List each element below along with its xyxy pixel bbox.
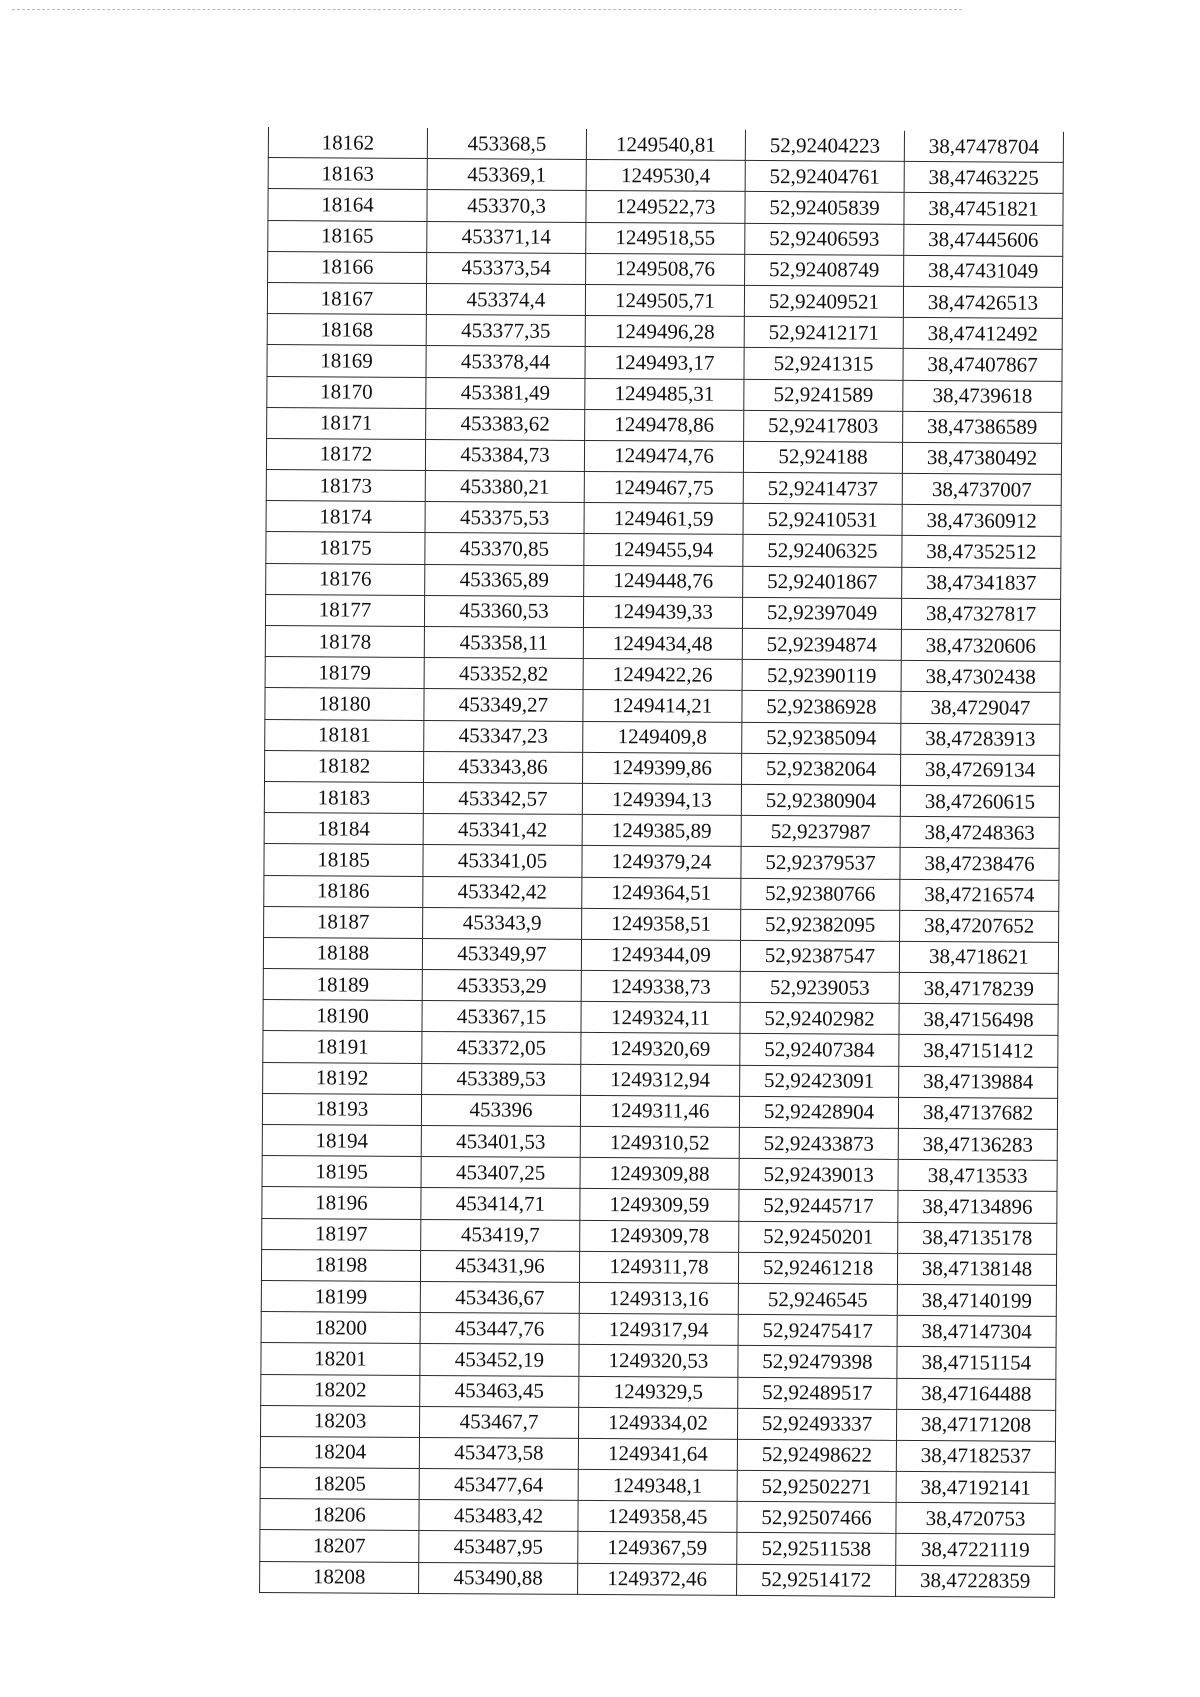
- latitude-cell: 52,92489517: [738, 1377, 897, 1409]
- x-coordinate-cell: 453396: [421, 1094, 580, 1126]
- longitude-cell: 38,47238476: [900, 848, 1059, 880]
- latitude-cell: 52,92439013: [739, 1159, 898, 1191]
- y-coordinate-cell: 1249309,88: [580, 1158, 739, 1190]
- y-coordinate-cell: 1249478,86: [585, 409, 744, 441]
- table-row: [262, 1093, 1057, 1129]
- point-number-cell: 18182: [265, 750, 424, 782]
- table-row: [266, 501, 1061, 537]
- latitude-cell: 52,92379537: [741, 847, 900, 879]
- latitude-cell: 52,92387547: [740, 940, 899, 972]
- point-number-cell: 18197: [262, 1218, 421, 1250]
- latitude-cell: 52,92402982: [740, 1003, 899, 1035]
- y-coordinate-cell: 1249364,51: [582, 877, 741, 909]
- latitude-cell: 52,92433873: [739, 1127, 898, 1159]
- point-number-cell: 18165: [268, 220, 427, 252]
- y-coordinate-cell: 1249367,59: [578, 1532, 737, 1564]
- longitude-cell: 38,47407867: [903, 349, 1062, 381]
- point-number-cell: 18181: [265, 719, 424, 751]
- y-coordinate-cell: 1249414,21: [583, 690, 742, 722]
- point-number-cell: 18195: [262, 1156, 421, 1188]
- longitude-cell: 38,47156498: [899, 1004, 1058, 1036]
- y-coordinate-cell: 1249320,53: [579, 1345, 738, 1377]
- coordinates-table-body: [260, 127, 1064, 1597]
- table-row: [266, 438, 1061, 474]
- longitude-cell: 38,47431049: [904, 255, 1063, 287]
- table-row: [267, 345, 1062, 381]
- longitude-cell: 38,47136283: [898, 1128, 1057, 1160]
- x-coordinate-cell: 453431,96: [420, 1250, 579, 1282]
- y-coordinate-cell: 1249324,11: [581, 1002, 740, 1034]
- table-row: [264, 906, 1059, 942]
- y-coordinate-cell: 1249313,16: [579, 1282, 738, 1314]
- latitude-cell: 52,92385094: [742, 722, 901, 754]
- longitude-cell: 38,47451821: [904, 193, 1063, 225]
- y-coordinate-cell: 1249348,1: [578, 1469, 737, 1501]
- longitude-cell: 38,47164488: [897, 1378, 1056, 1410]
- y-coordinate-cell: 1249341,64: [578, 1438, 737, 1470]
- table-row: [261, 1312, 1056, 1348]
- point-number-cell: 18204: [260, 1436, 419, 1468]
- point-number-cell: 18187: [264, 906, 423, 938]
- latitude-cell: 52,92386928: [742, 691, 901, 723]
- latitude-cell: 52,92407384: [740, 1034, 899, 1066]
- longitude-cell: 38,47139884: [899, 1066, 1058, 1098]
- point-number-cell: 18180: [265, 688, 424, 720]
- y-coordinate-cell: 1249317,94: [579, 1314, 738, 1346]
- table-row: [265, 719, 1060, 755]
- point-number-cell: 18170: [267, 376, 426, 408]
- point-number-cell: 18179: [265, 657, 424, 689]
- table-row: [267, 376, 1062, 412]
- latitude-cell: 52,9239053: [740, 971, 899, 1003]
- x-coordinate-cell: 453358,11: [424, 626, 583, 658]
- y-coordinate-cell: 1249358,51: [582, 908, 741, 940]
- x-coordinate-cell: 453368,5: [427, 128, 586, 160]
- longitude-cell: 38,4720753: [896, 1503, 1055, 1535]
- y-coordinate-cell: 1249320,69: [581, 1033, 740, 1065]
- longitude-cell: 38,47341837: [902, 567, 1061, 599]
- table-row: [262, 1156, 1057, 1192]
- x-coordinate-cell: 453381,49: [426, 377, 585, 409]
- table-row: [266, 470, 1061, 506]
- latitude-cell: 52,9241315: [744, 348, 903, 380]
- x-coordinate-cell: 453377,35: [426, 315, 585, 347]
- longitude-cell: 38,47302438: [901, 661, 1060, 693]
- y-coordinate-cell: 1249467,75: [584, 472, 743, 504]
- point-number-cell: 18189: [263, 969, 422, 1001]
- point-number-cell: 18167: [267, 282, 426, 314]
- coordinates-table: [259, 127, 1064, 1598]
- longitude-cell: 38,47269134: [900, 754, 1059, 786]
- latitude-cell: 52,92412171: [744, 317, 903, 349]
- table-row: [260, 1530, 1055, 1566]
- x-coordinate-cell: 453365,89: [425, 564, 584, 596]
- x-coordinate-cell: 453349,97: [422, 938, 581, 970]
- y-coordinate-cell: 1249309,59: [580, 1189, 739, 1221]
- x-coordinate-cell: 453343,86: [423, 751, 582, 783]
- point-number-cell: 18168: [267, 314, 426, 346]
- longitude-cell: 38,47140199: [897, 1284, 1056, 1316]
- x-coordinate-cell: 453419,7: [421, 1219, 580, 1251]
- x-coordinate-cell: 453375,53: [425, 502, 584, 534]
- table-row: [268, 220, 1063, 256]
- point-number-cell: 18196: [262, 1187, 421, 1219]
- point-number-cell: 18188: [263, 937, 422, 969]
- table-row: [260, 1499, 1055, 1535]
- table-row: [265, 657, 1060, 693]
- point-number-cell: 18174: [266, 501, 425, 533]
- longitude-cell: 38,47137682: [898, 1097, 1057, 1129]
- table-row: [268, 251, 1063, 287]
- longitude-cell: 38,47380492: [902, 442, 1061, 474]
- longitude-cell: 38,4718621: [899, 941, 1058, 973]
- point-number-cell: 18203: [261, 1405, 420, 1437]
- longitude-cell: 38,47182537: [896, 1440, 1055, 1472]
- table-row: [265, 688, 1060, 724]
- point-number-cell: 18201: [261, 1343, 420, 1375]
- longitude-cell: 38,47248363: [900, 817, 1059, 849]
- point-number-cell: 18193: [262, 1093, 421, 1125]
- latitude-cell: 52,92382064: [741, 753, 900, 785]
- x-coordinate-cell: 453487,95: [419, 1531, 578, 1563]
- x-coordinate-cell: 453490,88: [419, 1562, 578, 1594]
- point-number-cell: 18166: [268, 251, 427, 283]
- longitude-cell: 38,47320606: [901, 629, 1060, 661]
- latitude-cell: 52,92514172: [737, 1564, 896, 1596]
- longitude-cell: 38,47138148: [897, 1253, 1056, 1285]
- x-coordinate-cell: 453342,42: [423, 876, 582, 908]
- point-number-cell: 18186: [264, 875, 423, 907]
- table-row: [265, 625, 1060, 661]
- longitude-cell: 38,47478704: [904, 131, 1063, 163]
- longitude-cell: 38,47192141: [896, 1471, 1055, 1503]
- x-coordinate-cell: 453380,21: [425, 471, 584, 503]
- latitude-cell: 52,92423091: [740, 1065, 899, 1097]
- longitude-cell: 38,47151154: [897, 1347, 1056, 1379]
- x-coordinate-cell: 453477,64: [419, 1469, 578, 1501]
- y-coordinate-cell: 1249310,52: [580, 1126, 739, 1158]
- x-coordinate-cell: 453347,23: [424, 720, 583, 752]
- table-row: [262, 1218, 1057, 1254]
- table-row: [264, 781, 1059, 817]
- longitude-cell: 38,47360912: [902, 505, 1061, 537]
- y-coordinate-cell: 1249385,89: [582, 815, 741, 847]
- y-coordinate-cell: 1249344,09: [581, 939, 740, 971]
- y-coordinate-cell: 1249334,02: [578, 1407, 737, 1439]
- y-coordinate-cell: 1249448,76: [584, 565, 743, 597]
- x-coordinate-cell: 453353,29: [422, 970, 581, 1002]
- table-row: [260, 1468, 1055, 1504]
- longitude-cell: 38,4729047: [901, 692, 1060, 724]
- longitude-cell: 38,47426513: [903, 286, 1062, 318]
- point-number-cell: 18163: [268, 158, 427, 190]
- table-row: [267, 314, 1062, 350]
- longitude-cell: 38,47260615: [900, 785, 1059, 817]
- latitude-cell: 52,92417803: [744, 410, 903, 442]
- table-row: [263, 937, 1058, 973]
- x-coordinate-cell: 453370,3: [427, 190, 586, 222]
- table-row: [268, 127, 1063, 163]
- x-coordinate-cell: 453341,05: [423, 845, 582, 877]
- latitude-cell: 52,92450201: [739, 1221, 898, 1253]
- point-number-cell: 18172: [266, 438, 425, 470]
- x-coordinate-cell: 453360,53: [424, 595, 583, 627]
- y-coordinate-cell: 1249522,73: [586, 191, 745, 223]
- point-number-cell: 18175: [266, 532, 425, 564]
- latitude-cell: 52,92404761: [745, 161, 904, 193]
- point-number-cell: 18176: [266, 563, 425, 595]
- latitude-cell: 52,9241589: [744, 379, 903, 411]
- scan-artifact-line: [12, 9, 962, 10]
- longitude-cell: 38,47327817: [901, 598, 1060, 630]
- table-row: [264, 813, 1059, 849]
- table-row: [264, 875, 1059, 911]
- latitude-cell: 52,92394874: [742, 628, 901, 660]
- table-row: [260, 1561, 1055, 1597]
- x-coordinate-cell: 453483,42: [419, 1500, 578, 1532]
- x-coordinate-cell: 453414,71: [421, 1188, 580, 1220]
- y-coordinate-cell: 1249485,31: [585, 378, 744, 410]
- longitude-cell: 38,47171208: [896, 1409, 1055, 1441]
- latitude-cell: 52,92401867: [743, 566, 902, 598]
- y-coordinate-cell: 1249409,8: [583, 721, 742, 753]
- x-coordinate-cell: 453343,9: [423, 907, 582, 939]
- table-row: [262, 1124, 1057, 1160]
- table-row: [262, 1187, 1057, 1223]
- point-number-cell: 18192: [263, 1062, 422, 1094]
- longitude-cell: 38,47463225: [904, 162, 1063, 194]
- y-coordinate-cell: 1249530,4: [586, 160, 745, 192]
- x-coordinate-cell: 453371,14: [427, 221, 586, 253]
- x-coordinate-cell: 453401,53: [421, 1125, 580, 1157]
- x-coordinate-cell: 453370,85: [425, 533, 584, 565]
- point-number-cell: 18171: [267, 407, 426, 439]
- longitude-cell: 38,4713533: [898, 1160, 1057, 1192]
- point-number-cell: 18162: [268, 127, 427, 159]
- y-coordinate-cell: 1249329,5: [579, 1376, 738, 1408]
- y-coordinate-cell: 1249394,13: [582, 783, 741, 815]
- point-number-cell: 18183: [264, 781, 423, 813]
- latitude-cell: 52,92406325: [743, 535, 902, 567]
- latitude-cell: 52,92507466: [737, 1502, 896, 1534]
- x-coordinate-cell: 453389,53: [422, 1063, 581, 1095]
- longitude-cell: 38,47134896: [898, 1191, 1057, 1223]
- table-row: [263, 969, 1058, 1005]
- latitude-cell: 52,92410531: [743, 504, 902, 536]
- longitude-cell: 38,47386589: [903, 411, 1062, 443]
- x-coordinate-cell: 453352,82: [424, 658, 583, 690]
- y-coordinate-cell: 1249399,86: [582, 752, 741, 784]
- latitude-cell: 52,92405839: [745, 192, 904, 224]
- longitude-cell: 38,47151412: [899, 1035, 1058, 1067]
- y-coordinate-cell: 1249379,24: [582, 846, 741, 878]
- point-number-cell: 18169: [267, 345, 426, 377]
- longitude-cell: 38,4739618: [903, 380, 1062, 412]
- y-coordinate-cell: 1249496,28: [585, 316, 744, 348]
- latitude-cell: 52,92380904: [741, 784, 900, 816]
- latitude-cell: 52,92428904: [739, 1096, 898, 1128]
- table-row: [260, 1436, 1055, 1472]
- y-coordinate-cell: 1249455,94: [584, 534, 743, 566]
- latitude-cell: 52,92511538: [737, 1533, 896, 1565]
- longitude-cell: 38,47412492: [903, 318, 1062, 350]
- latitude-cell: 52,92475417: [738, 1315, 897, 1347]
- latitude-cell: 52,92445717: [739, 1190, 898, 1222]
- table-row: [265, 594, 1060, 630]
- longitude-cell: 38,4737007: [902, 473, 1061, 505]
- latitude-cell: 52,92414737: [743, 472, 902, 504]
- point-number-cell: 18190: [263, 1000, 422, 1032]
- table-row: [261, 1249, 1056, 1285]
- point-number-cell: 18206: [260, 1499, 419, 1531]
- y-coordinate-cell: 1249439,33: [583, 596, 742, 628]
- table-row: [261, 1374, 1056, 1410]
- longitude-cell: 38,47221119: [896, 1534, 1055, 1566]
- longitude-cell: 38,47147304: [897, 1315, 1056, 1347]
- point-number-cell: 18198: [261, 1249, 420, 1281]
- table-row: [261, 1280, 1056, 1316]
- y-coordinate-cell: 1249372,46: [578, 1563, 737, 1595]
- y-coordinate-cell: 1249311,78: [579, 1251, 738, 1283]
- table-row: [263, 1031, 1058, 1067]
- y-coordinate-cell: 1249434,48: [583, 627, 742, 659]
- point-number-cell: 18164: [268, 189, 427, 221]
- y-coordinate-cell: 1249493,17: [585, 347, 744, 379]
- x-coordinate-cell: 453436,67: [420, 1281, 579, 1313]
- point-number-cell: 18184: [264, 813, 423, 845]
- longitude-cell: 38,47135178: [898, 1222, 1057, 1254]
- x-coordinate-cell: 453383,62: [426, 408, 585, 440]
- latitude-cell: 52,924188: [743, 441, 902, 473]
- x-coordinate-cell: 453378,44: [426, 346, 585, 378]
- point-number-cell: 18207: [260, 1530, 419, 1562]
- table-row: [263, 1000, 1058, 1036]
- latitude-cell: 52,92390119: [742, 660, 901, 692]
- y-coordinate-cell: 1249540,81: [586, 129, 745, 161]
- latitude-cell: 52,92502271: [737, 1470, 896, 1502]
- x-coordinate-cell: 453374,4: [426, 283, 585, 315]
- table-row: [261, 1343, 1056, 1379]
- y-coordinate-cell: 1249422,26: [583, 659, 742, 691]
- point-number-cell: 18200: [261, 1312, 420, 1344]
- latitude-cell: 52,92409521: [744, 285, 903, 317]
- x-coordinate-cell: 453373,54: [427, 252, 586, 284]
- latitude-cell: 52,92406593: [745, 223, 904, 255]
- y-coordinate-cell: 1249358,45: [578, 1501, 737, 1533]
- x-coordinate-cell: 453407,25: [421, 1157, 580, 1189]
- latitude-cell: 52,92461218: [738, 1252, 897, 1284]
- longitude-cell: 38,47178239: [899, 972, 1058, 1004]
- table-row: [261, 1405, 1056, 1441]
- table-row: [264, 844, 1059, 880]
- longitude-cell: 38,47352512: [902, 536, 1061, 568]
- x-coordinate-cell: 453467,7: [419, 1406, 578, 1438]
- longitude-cell: 38,47216574: [900, 879, 1059, 911]
- point-number-cell: 18208: [260, 1561, 419, 1593]
- table-row: [263, 1062, 1058, 1098]
- y-coordinate-cell: 1249505,71: [585, 284, 744, 316]
- latitude-cell: 52,92404223: [745, 130, 904, 162]
- y-coordinate-cell: 1249309,78: [580, 1220, 739, 1252]
- point-number-cell: 18205: [260, 1468, 419, 1500]
- y-coordinate-cell: 1249338,73: [581, 970, 740, 1002]
- x-coordinate-cell: 453447,76: [420, 1313, 579, 1345]
- point-number-cell: 18199: [261, 1280, 420, 1312]
- latitude-cell: 52,9246545: [738, 1283, 897, 1315]
- y-coordinate-cell: 1249474,76: [584, 440, 743, 472]
- y-coordinate-cell: 1249312,94: [581, 1064, 740, 1096]
- latitude-cell: 52,92397049: [742, 597, 901, 629]
- latitude-cell: 52,92498622: [737, 1439, 896, 1471]
- latitude-cell: 52,92493337: [737, 1408, 896, 1440]
- y-coordinate-cell: 1249461,59: [584, 503, 743, 535]
- x-coordinate-cell: 453341,42: [423, 814, 582, 846]
- table-row: [267, 407, 1062, 443]
- y-coordinate-cell: 1249508,76: [586, 253, 745, 285]
- latitude-cell: 52,92382095: [741, 909, 900, 941]
- latitude-cell: 52,92479398: [738, 1346, 897, 1378]
- latitude-cell: 52,92380766: [741, 878, 900, 910]
- longitude-cell: 38,47445606: [904, 224, 1063, 256]
- x-coordinate-cell: 453349,27: [424, 689, 583, 721]
- latitude-cell: 52,9237987: [741, 816, 900, 848]
- table-row: [268, 158, 1063, 194]
- point-number-cell: 18185: [264, 844, 423, 876]
- x-coordinate-cell: 453367,15: [422, 1001, 581, 1033]
- table-row: [267, 282, 1062, 318]
- longitude-cell: 38,47283913: [901, 723, 1060, 755]
- x-coordinate-cell: 453369,1: [427, 159, 586, 191]
- point-number-cell: 18194: [262, 1124, 421, 1156]
- point-number-cell: 18191: [263, 1031, 422, 1063]
- table-row: [265, 750, 1060, 786]
- x-coordinate-cell: 453473,58: [419, 1437, 578, 1469]
- x-coordinate-cell: 453342,57: [423, 782, 582, 814]
- point-number-cell: 18173: [266, 470, 425, 502]
- y-coordinate-cell: 1249518,55: [586, 222, 745, 254]
- x-coordinate-cell: 453452,19: [420, 1344, 579, 1376]
- table-row: [266, 563, 1061, 599]
- table-row: [266, 532, 1061, 568]
- x-coordinate-cell: 453384,73: [425, 439, 584, 471]
- point-number-cell: 18177: [265, 594, 424, 626]
- point-number-cell: 18178: [265, 625, 424, 657]
- longitude-cell: 38,47228359: [896, 1565, 1055, 1597]
- longitude-cell: 38,47207652: [900, 910, 1059, 942]
- latitude-cell: 52,92408749: [745, 254, 904, 286]
- x-coordinate-cell: 453463,45: [420, 1375, 579, 1407]
- table-row: [268, 189, 1063, 225]
- x-coordinate-cell: 453372,05: [422, 1032, 581, 1064]
- point-number-cell: 18202: [261, 1374, 420, 1406]
- y-coordinate-cell: 1249311,46: [580, 1095, 739, 1127]
